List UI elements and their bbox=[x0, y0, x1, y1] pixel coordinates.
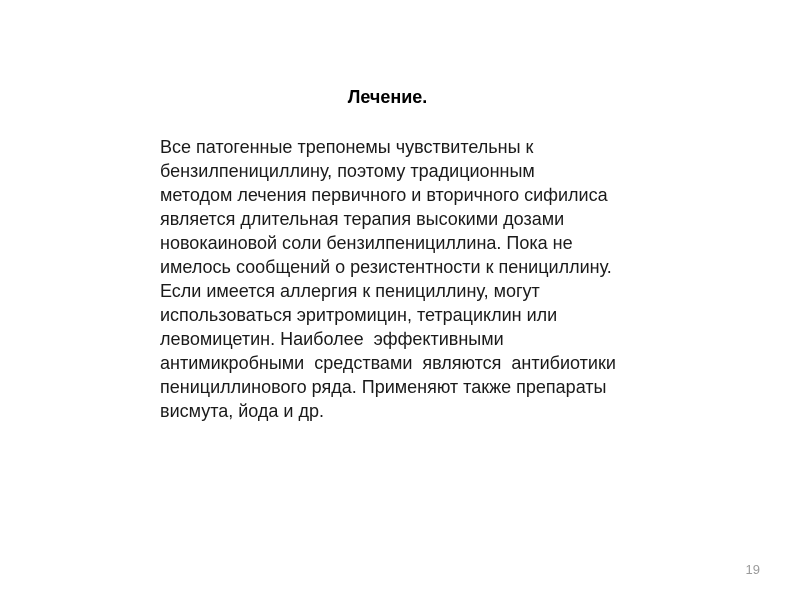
body-line: имелось сообщений о резистентности к пенициллину. bbox=[160, 257, 612, 277]
body-line: использоваться эритромицин, тетрациклин или bbox=[160, 305, 558, 325]
body-line: пенициллинового ряда. Применяют также препараты bbox=[160, 377, 607, 397]
body-text bbox=[160, 135, 616, 423]
body-line: Если имеется аллергия к пенициллину, могут bbox=[160, 281, 540, 301]
body-line: Все патогенные трепонемы чувствительны к bbox=[160, 137, 534, 157]
body-line: новокаиновой соли бензилпенициллина. Пока не bbox=[160, 233, 573, 253]
slide-title: Лечение. bbox=[347, 87, 428, 107]
body-line: антимикробными средствами являются антибиотики bbox=[160, 353, 616, 373]
page-number: 19 bbox=[745, 562, 760, 577]
body-line: бензилпенициллину, поэтому традиционным bbox=[160, 161, 535, 181]
body-line: методом лечения первичного и вторичного сифилиса bbox=[160, 185, 608, 205]
body-line: левомицетин. Наиболее эффективными bbox=[160, 329, 504, 349]
body-line: висмута, йода и др. bbox=[160, 401, 325, 421]
body-line: является длительная терапия высокими дозами bbox=[160, 209, 565, 229]
